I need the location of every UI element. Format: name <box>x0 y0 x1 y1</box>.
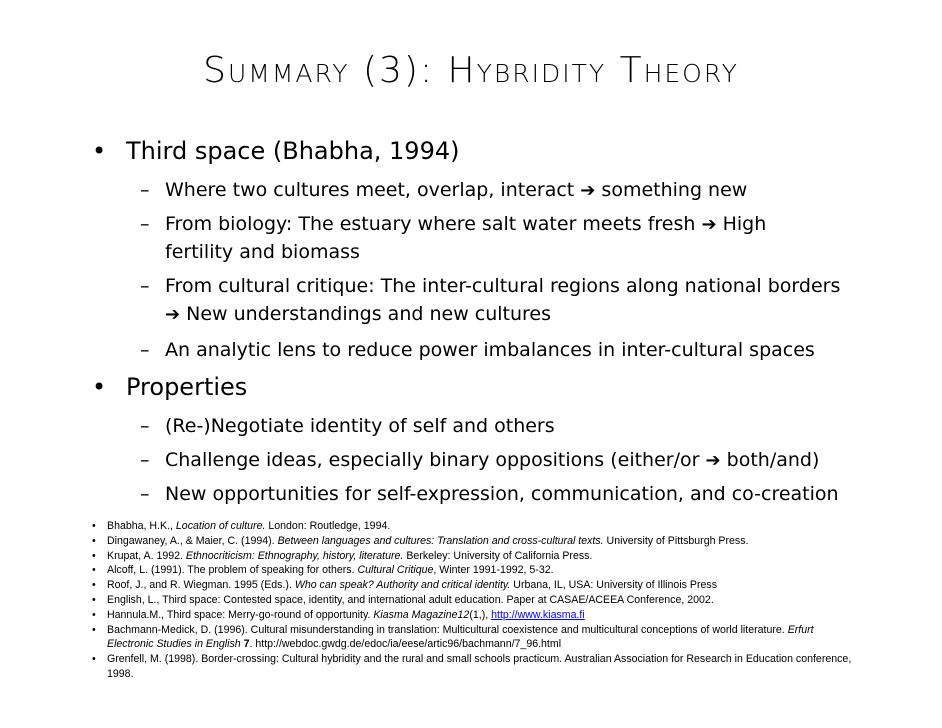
bullet-dot: • <box>92 137 107 165</box>
arrow-right-icon: ➔ <box>165 304 181 325</box>
dash: – <box>140 179 150 201</box>
sub-text: Where two cultures meet, overlap, interact <box>165 179 575 201</box>
arrow-right-icon: ➔ <box>580 180 596 201</box>
reference-item: • English, L., Third space: Contested space, identity, and international adult education. Paper at CASAE/ACEEA Conference, 2002. <box>92 593 714 606</box>
sub-text: New understandings and new cultures <box>186 303 552 325</box>
reference-item: • Hannula.M., Third space: Merry-go-round of opportunity. Kiasma Magazine12(1,), http://www.kiasma.fi <box>92 608 585 621</box>
sub-text: From cultural critique: The inter-cultural regions along national borders <box>165 275 841 297</box>
reference-item: • Grenfell, M. (1998). Border-crossing: Cultural hybridity and the rural and small schools practicum. Australian Association for Research in Education conference, 1998. <box>92 653 852 680</box>
reference-item: • Roof, J., and R. Wiegman. 1995 (Eds.). Who can speak? Authority and critical identity. Urbana, IL, USA: University of Illinois Press <box>92 579 717 592</box>
dash: – <box>140 449 150 471</box>
sub-text: An analytic lens to reduce power imbalances in inter-cultural spaces <box>165 339 815 361</box>
reference-item: • Alcoff, L. (1991). The problem of speaking for others. Cultural Critique, Winter 1991-1992, 5-32. <box>92 564 554 577</box>
reference-item: • Dingawaney, A., & Maier, C. (1994). Between languages and cultures: Translation and cross-cultural texts. University of Pittsburgh Press. <box>92 534 749 547</box>
slide-title: Summary (3): Hybridity Theory <box>203 50 739 91</box>
reference-item: • Bachmann-Medick, D. (1996). Cultural misunderstanding in translation: Multicultural coexistence and multicultural conceptions of world literature. Erfurt Electronic Studies in English 7. http://webdoc.gwdg.de/edoc/ia/eese/artic96/bachmann/7_96.html <box>92 623 814 651</box>
arrow-right-icon: ➔ <box>701 214 717 235</box>
arrow-right-icon: ➔ <box>705 450 721 471</box>
sub-text: From biology: The estuary where salt water meets fresh <box>165 213 696 235</box>
bullet-dot: • <box>92 373 107 401</box>
dash: – <box>140 483 150 505</box>
dash: – <box>140 213 150 235</box>
sub-text-tail: something new <box>601 179 748 201</box>
bullet-label: Properties <box>126 373 248 401</box>
reference-item: • Krupat, A. 1992. Ethnocriticism: Ethnography, history, literature. Berkeley: University of California Press. <box>92 549 593 562</box>
dash: – <box>140 339 150 361</box>
sub-text: (Re-)Negotiate identity of self and others <box>165 415 555 437</box>
sub-text-tail: both/and) <box>726 449 820 471</box>
reference-item: • Bhabha, H.K., Location of culture. London: Routledge, 1994. <box>92 520 391 532</box>
sub-text-tail: High <box>722 213 767 235</box>
bullet-label: Third space (Bhabha, 1994) <box>126 137 460 165</box>
kiasma-link[interactable]: http://www.kiasma.fi <box>491 608 585 621</box>
references-list <box>92 519 852 682</box>
sub-text: New opportunities for self-expression, communication, and co-creation <box>165 483 839 505</box>
sub-text: fertility and biomass <box>165 241 360 263</box>
sub-text: Challenge ideas, especially binary oppositions (either/or <box>165 449 700 471</box>
dash: – <box>140 415 150 437</box>
dash: – <box>140 275 150 297</box>
